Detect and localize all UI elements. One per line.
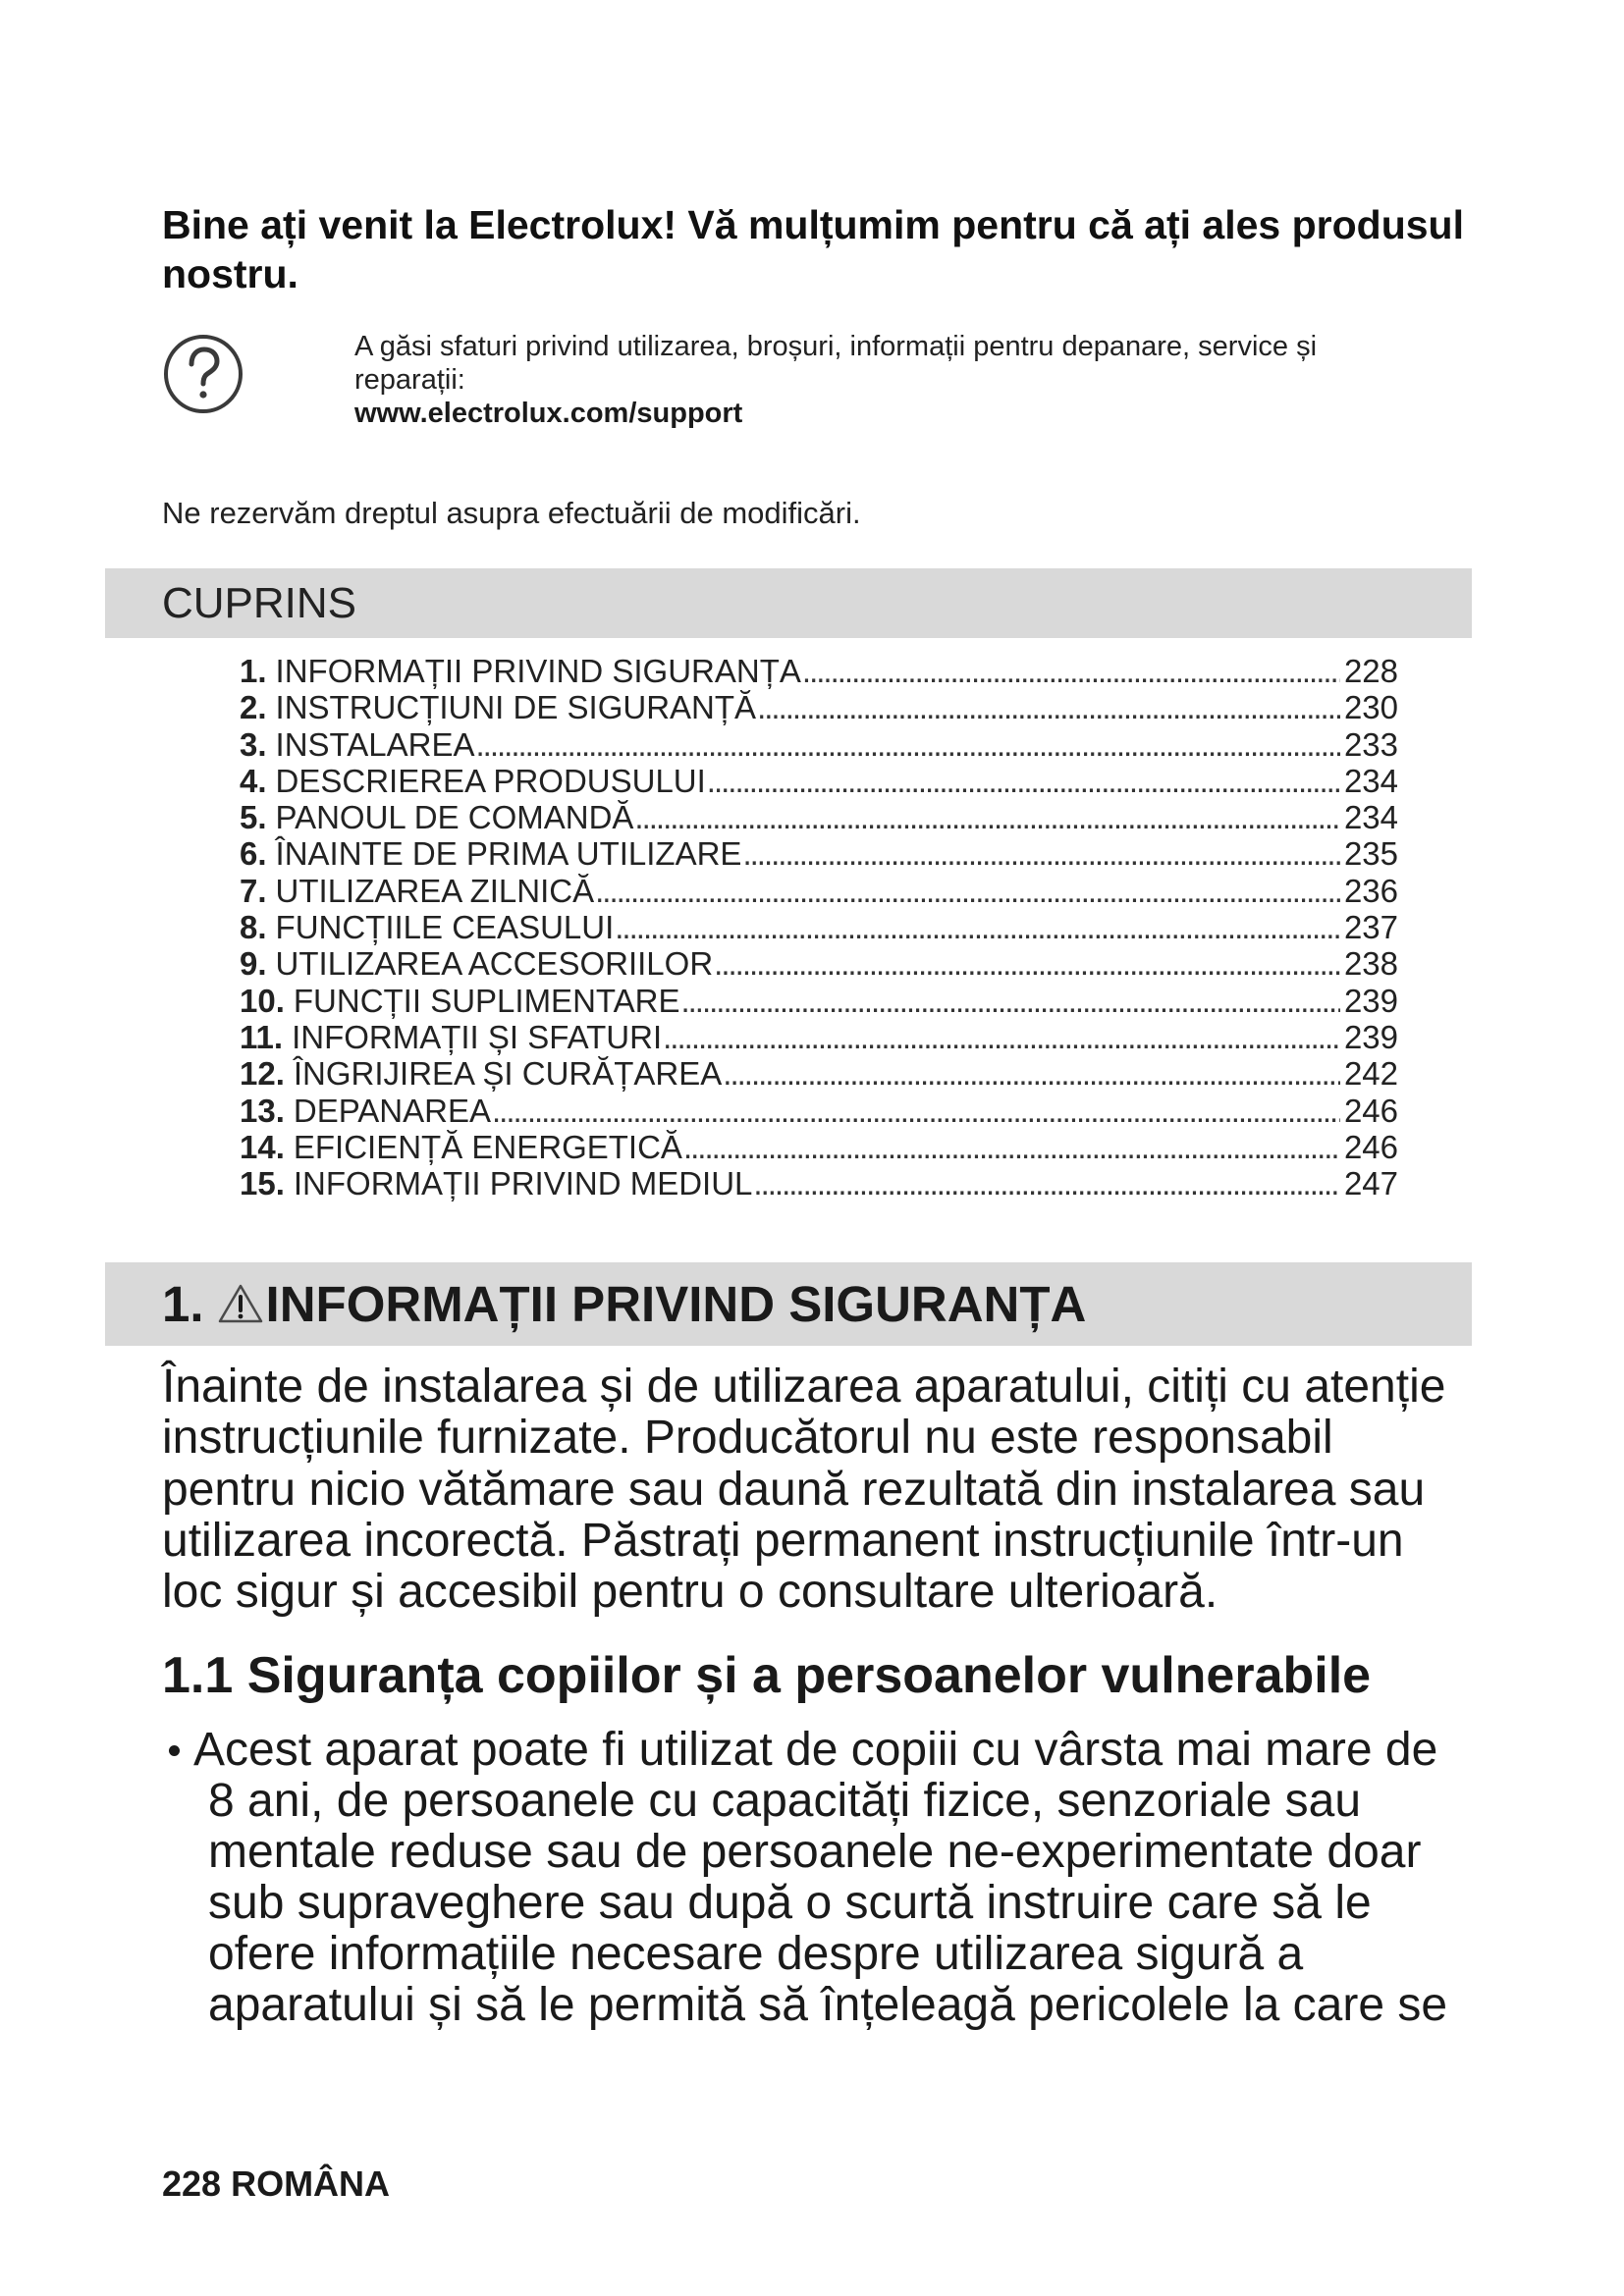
toc-entry-title: UTILIZAREA ACCESORIILOR xyxy=(275,945,714,983)
support-url-link[interactable]: www.electrolux.com/support xyxy=(354,398,743,429)
toc-entry-page: 235 xyxy=(1343,835,1398,873)
bullet-marker xyxy=(169,1745,180,1756)
section-number: 1. xyxy=(162,1276,204,1332)
support-info xyxy=(354,330,1317,430)
toc-dot-leader xyxy=(615,909,1340,945)
toc-entry-page: 239 xyxy=(1343,982,1398,1019)
toc-header-bar xyxy=(105,568,1472,638)
toc-dot-leader xyxy=(757,689,1340,725)
section-title xyxy=(162,1262,1086,1346)
toc-entry-page: 236 xyxy=(1343,872,1398,909)
toc-entry[interactable] xyxy=(240,653,1398,689)
toc-entry-title: INSTRUCȚIUNI DE SIGURANȚĂ xyxy=(275,689,757,726)
toc-entry[interactable] xyxy=(240,1165,1398,1201)
paragraph-line: pentru nicio vătămare sau daună rezultată din instalarea sau xyxy=(162,1463,1426,1516)
toc-entry[interactable] xyxy=(240,763,1398,799)
toc-entry-title: EFICIENȚĂ ENERGETICĂ xyxy=(293,1128,682,1165)
toc-entry[interactable] xyxy=(240,726,1398,763)
toc-entry-number: 5. xyxy=(240,799,267,836)
toc-dot-leader xyxy=(753,1165,1340,1201)
toc-entry[interactable] xyxy=(240,983,1398,1019)
toc-entry-title: FUNCȚII SUPLIMENTARE xyxy=(293,982,680,1019)
page-footer: 228 ROMÂNA xyxy=(162,2163,391,2204)
bullet-line: sub supraveghere sau după o scurtă instruire care să le xyxy=(208,1877,1372,1929)
welcome-heading-line: Bine ați venit la Electrolux! Vă mulțumim pentru că ați ales produsul xyxy=(162,202,1464,247)
toc-entry-page: 233 xyxy=(1343,725,1398,763)
toc-dot-leader xyxy=(595,873,1340,909)
warning-icon xyxy=(218,1265,263,1307)
toc-entry-number: 15. xyxy=(240,1165,285,1202)
toc-dot-leader xyxy=(683,1129,1340,1165)
support-info-line: A găsi sfaturi privind utilizarea, broșuri, informații pentru depanare, service și xyxy=(354,331,1318,362)
toc-dot-leader xyxy=(663,1019,1340,1055)
toc-dot-leader xyxy=(802,653,1340,689)
toc-dot-leader xyxy=(723,1055,1340,1092)
toc-dot-leader xyxy=(714,945,1340,982)
toc-entry-title: INFORMAȚII PRIVIND SIGURANȚA xyxy=(275,653,801,689)
toc-entry-title: DESCRIEREA PRODUSULUI xyxy=(275,762,706,799)
bullet-line: 8 ani, de persoanele cu capacități fizice, senzoriale sau xyxy=(208,1775,1362,1827)
toc-entry-number: 10. xyxy=(240,982,285,1019)
toc-dot-leader xyxy=(742,835,1339,872)
toc-entry-number: 6. xyxy=(240,835,267,873)
toc-dot-leader xyxy=(475,726,1339,763)
bullet-line: ofere informațiile necesare despre utilizarea sigură a xyxy=(208,1928,1304,1980)
toc-entry[interactable] xyxy=(240,799,1398,835)
toc-dot-leader xyxy=(707,763,1340,799)
paragraph-line: Înainte de instalarea și de utilizarea aparatului, citiți cu atenție xyxy=(162,1361,1446,1413)
toc-entry-number: 7. xyxy=(240,872,267,909)
bullet-line: Acest aparat poate fi utilizat de copiii cu vârsta mai mare de xyxy=(193,1724,1438,1776)
toc-entry-title: PANOUL DE COMANDĂ xyxy=(275,799,634,836)
section-intro-paragraph xyxy=(162,1362,1445,1618)
support-info-line: reparații: xyxy=(354,364,465,396)
toc-entry[interactable] xyxy=(240,909,1398,945)
toc-entry-page: 234 xyxy=(1343,799,1398,836)
toc-entry[interactable] xyxy=(240,1129,1398,1165)
table-of-contents xyxy=(240,653,1398,1201)
toc-entry-page: 242 xyxy=(1343,1055,1398,1093)
disclaimer-text: Ne rezervăm dreptul asupra efectuării de modificări. xyxy=(162,496,861,530)
toc-entry-number: 3. xyxy=(240,725,267,763)
subsection-title: 1.1 Siguranța copiilor și a persoanelor vulnerabile xyxy=(162,1647,1372,1704)
toc-entry[interactable] xyxy=(240,1093,1398,1129)
toc-entry[interactable] xyxy=(240,689,1398,725)
welcome-heading xyxy=(162,200,1464,298)
toc-entry[interactable] xyxy=(240,1055,1398,1092)
toc-dot-leader xyxy=(680,983,1339,1019)
toc-entry-title: FUNCȚIILE CEASULUI xyxy=(275,909,615,946)
toc-entry[interactable] xyxy=(240,835,1398,872)
section-header-bar xyxy=(105,1262,1472,1346)
toc-entry-title: INSTALAREA xyxy=(275,725,475,763)
bullet-line: mentale reduse sau de persoanele ne-experimentate doar xyxy=(208,1826,1422,1878)
toc-entry-number: 11. xyxy=(240,1018,284,1055)
toc-entry-page: 238 xyxy=(1343,945,1398,983)
toc-entry-page: 247 xyxy=(1343,1165,1398,1202)
toc-dot-leader xyxy=(634,799,1340,835)
toc-entry-title: ÎNGRIJIREA ȘI CURĂȚAREA xyxy=(293,1055,723,1093)
paragraph-line: utilizarea incorectă. Păstrați permanent instrucțiunile într-un xyxy=(162,1514,1404,1567)
toc-dot-leader xyxy=(492,1093,1340,1129)
toc-heading: CUPRINS xyxy=(162,579,357,627)
toc-entry-title: UTILIZAREA ZILNICĂ xyxy=(275,872,595,909)
toc-entry-page: 246 xyxy=(1343,1128,1398,1165)
question-circle-icon xyxy=(162,333,244,415)
toc-entry[interactable] xyxy=(240,873,1398,909)
toc-entry[interactable] xyxy=(240,1019,1398,1055)
toc-entry-number: 13. xyxy=(240,1092,285,1129)
toc-entry-number: 2. xyxy=(240,689,267,726)
paragraph-line: loc sigur și accesibil pentru o consultare ulterioară. xyxy=(162,1566,1218,1619)
toc-entry-number: 14. xyxy=(240,1128,285,1165)
bullet-line: aparatului și să le permită să înțeleagă pericolele la care se xyxy=(208,1979,1448,2031)
toc-entry-title: INFORMAȚII ȘI SFATURI xyxy=(292,1018,663,1055)
toc-entry-page: 228 xyxy=(1343,653,1398,689)
toc-entry-number: 12. xyxy=(240,1055,285,1093)
toc-entry-number: 9. xyxy=(240,945,267,983)
section-title-text: INFORMAȚII PRIVIND SIGURANȚA xyxy=(265,1276,1087,1332)
toc-entry-page: 246 xyxy=(1343,1092,1398,1129)
toc-entry-title: DEPANAREA xyxy=(293,1092,491,1129)
toc-entry-page: 230 xyxy=(1343,689,1398,726)
toc-entry-title: ÎNAINTE DE PRIMA UTILIZARE xyxy=(275,835,742,873)
welcome-heading-line: nostru. xyxy=(162,251,298,296)
toc-entry-page: 237 xyxy=(1343,909,1398,946)
toc-entry-number: 1. xyxy=(240,653,267,689)
toc-entry-number: 4. xyxy=(240,762,267,799)
toc-entry[interactable] xyxy=(240,945,1398,982)
toc-entry-page: 239 xyxy=(1343,1018,1398,1055)
toc-entry-number: 8. xyxy=(240,909,267,946)
toc-entry-page: 234 xyxy=(1343,762,1398,799)
bullet-list xyxy=(162,1725,1537,2031)
paragraph-line: instrucțiunile furnizate. Producătorul nu este responsabil xyxy=(162,1412,1333,1465)
toc-entry-title: INFORMAȚII PRIVIND MEDIUL xyxy=(293,1165,753,1202)
